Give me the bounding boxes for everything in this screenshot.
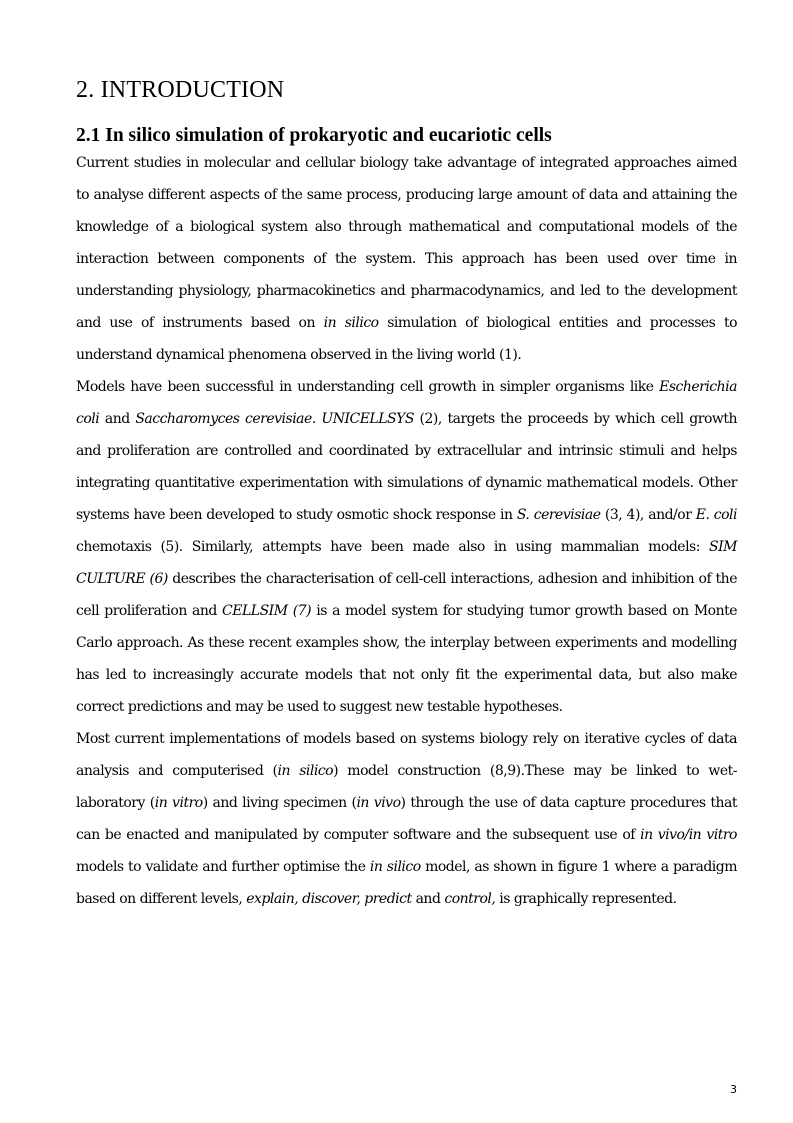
italic-text-run: UNICELLSYS (321, 411, 414, 427)
italic-text-run: control, (444, 891, 496, 907)
italic-text-run: CELLSIM (7) (222, 603, 312, 619)
italic-text-run: in silico (323, 315, 379, 331)
italic-text-run: in silico (369, 859, 421, 875)
paragraph (76, 723, 737, 915)
text-run: model, as shown in figure 1 where a paradigm based on different levels, (76, 859, 737, 907)
italic-text-run: in vitro (154, 795, 203, 811)
page-number: 3 (730, 1083, 737, 1096)
body-text (76, 147, 737, 915)
paragraph (76, 371, 737, 723)
text-run: ) model construction (8,9).These may be linked to wet-laboratory ( (76, 763, 737, 811)
text-run: (3, 4), and/or (600, 507, 696, 523)
chapter-title: 2. INTRODUCTION (76, 77, 285, 103)
italic-text-run: S. cerevisiae (516, 507, 601, 523)
text-run: and (99, 411, 136, 427)
text-run: Models have been successful in understanding cell growth in simpler organisms like (76, 379, 660, 395)
text-run: chemotaxis (5). Similarly, attempts have been made also in using mammalian models: (76, 539, 710, 555)
italic-text-run: Saccharomyces cerevisiae. (135, 411, 316, 427)
text-run: describes the characterisation of cell-cell interactions, adhesion and inhibition of the cell proliferation and (76, 571, 737, 619)
section-title: 2.1 In silico simulation of prokaryotic and eucariotic cells (76, 125, 552, 146)
italic-text-run: explain, discover, predict (246, 891, 412, 907)
text-run: Most current implementations of models based on systems biology rely on iterative cycles of data analysis and computerised ( (76, 731, 737, 779)
italic-text-run: in vivo (356, 795, 401, 811)
italic-text-run: E. coli (695, 507, 737, 523)
text-run: simulation of biological entities and processes to understand dynamical phenomena observed in the living world (1). (76, 315, 737, 363)
italic-text-run: Escherichia coli (76, 379, 737, 427)
italic-text-run: SIM CULTURE (6) (76, 539, 737, 587)
text-run: ) and living specimen ( (202, 795, 357, 811)
text-run: Current studies in molecular and cellular biology take advantage of integrated approaches aimed to analyse different aspects of the same process, producing large amount of data and attaining the knowledge of a biological system also through mathematical and computational models of the interaction between components of the system. This approach has been used over time in understanding physiology, pharmacokinetics and pharmacodynamics, and led to the development and use of instruments based on (76, 155, 737, 331)
italic-text-run: in silico (277, 763, 334, 779)
text-run: (2), targets the proceeds by which cell growth and proliferation are controlled and coordinated by extracellular and intrinsic stimuli and helps integrating quantitative experimentation with simulations of dynamic mathematical models. Other systems have been developed to study osmotic shock response in (76, 411, 737, 523)
text-run: models to validate and further optimise the (76, 859, 370, 875)
text-run: ) through the use of data capture procedures that can be enacted and manipulated by computer software and the subsequent use of (76, 795, 737, 843)
paragraph (76, 147, 737, 371)
text-run: is a model system for studying tumor growth based on Monte Carlo approach. As these recent examples show, the interplay between experiments and modelling has led to increasingly accurate models that not only fit the experimental data, but also make correct predictions and may be used to suggest new testable hypotheses. (76, 603, 738, 715)
text-run: and (411, 891, 445, 907)
italic-text-run: in vivo/in vitro (640, 827, 737, 843)
text-run: is graphically represented. (495, 891, 677, 907)
